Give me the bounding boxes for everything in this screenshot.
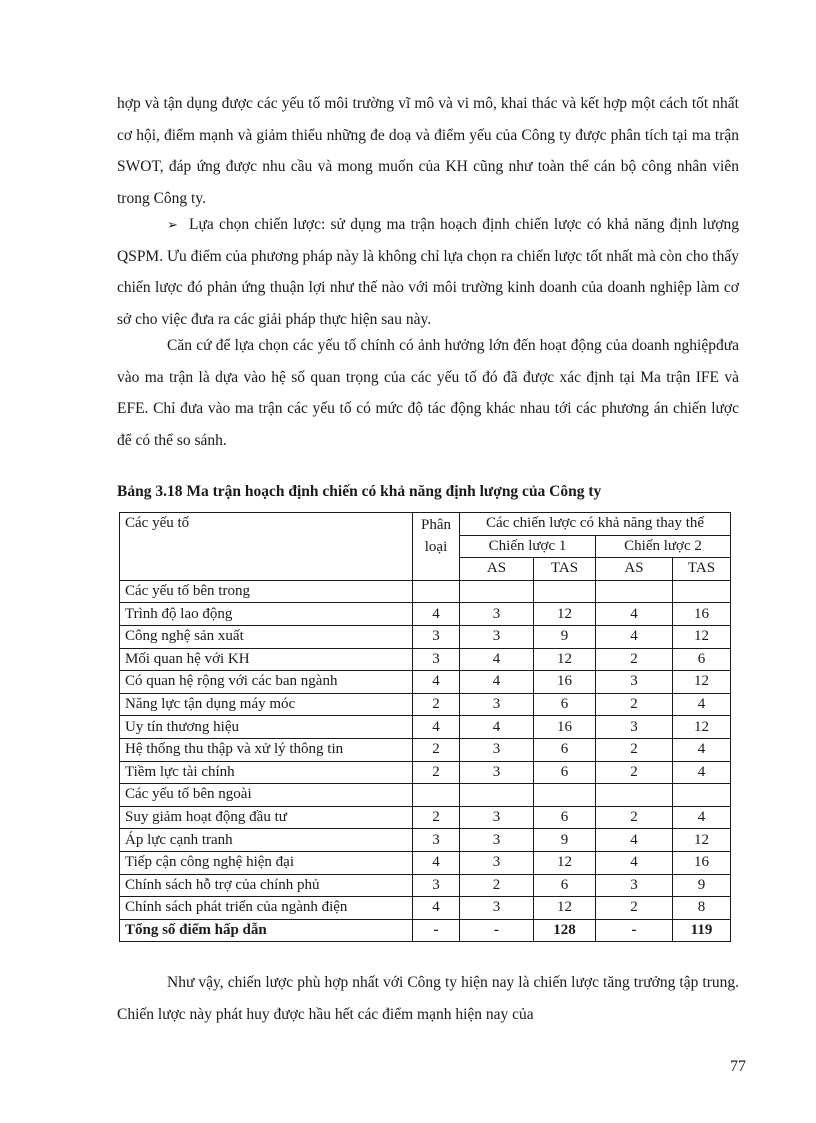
cell-as-strategy-2: 3 [596,716,673,739]
table-row [120,671,731,694]
table-row [120,716,731,739]
cell-as-strategy-1: 3 [460,806,534,829]
cell-tas-strategy-1: 16 [534,716,596,739]
header-strategy-1: Chiến lược 1 [460,535,596,558]
cell-tas-strategy-2: 119 [673,919,731,942]
cell-tas-strategy-2: 12 [673,625,731,648]
paragraph-basis-text: Căn cứ để lựa chọn các yếu tố chính có ảnh hưởng lớn đến hoạt động của doanh nghiệpđưa vào ma trận là dựa vào hệ số quan trọng của các yếu tố đó đã được xác định tại Ma trận IFE và EFE. Chỉ đưa vào ma trận các yếu tố có mức độ tác động khác nhau tới các phương án chiến lược để có thể so sánh. [117,337,739,449]
cell-tas-strategy-1: 128 [534,919,596,942]
cell-classification: 2 [413,693,460,716]
cell-factor-name: Trình độ lao động [120,603,413,626]
cell-as-strategy-2: 3 [596,671,673,694]
cell-factor-name: Áp lực cạnh tranh [120,829,413,852]
cell-as-strategy-2: 4 [596,603,673,626]
cell-tas-strategy-1: 6 [534,874,596,897]
qspm-table [119,512,731,942]
table-row [120,603,731,626]
cell-classification: 3 [413,648,460,671]
table-row [120,829,731,852]
cell-factor-name: Chính sách phát triển của ngành điện [120,897,413,920]
cell-classification: 2 [413,761,460,784]
cell-tas-strategy-2: 16 [673,851,731,874]
header-as-2: AS [596,558,673,581]
table-row [120,738,731,761]
table-row [120,625,731,648]
cell-as-strategy-2: 2 [596,806,673,829]
cell-as-strategy-2: 4 [596,829,673,852]
cell-as-strategy-1: 3 [460,738,534,761]
cell-tas-strategy-2: 4 [673,761,731,784]
cell-classification: 4 [413,716,460,739]
cell-tas-strategy-1: 12 [534,897,596,920]
cell-classification: 3 [413,874,460,897]
cell-tas-strategy-2: 4 [673,693,731,716]
cell-factor-name: Tổng số điểm hấp dẫn [120,919,413,942]
arrow-bullet-icon: ➢ [167,217,178,232]
cell-as-strategy-2: 2 [596,648,673,671]
cell-classification: 2 [413,806,460,829]
paragraph-strategy-selection [117,209,739,335]
cell-as-strategy-1: 3 [460,761,534,784]
cell-tas-strategy-1: 6 [534,693,596,716]
cell-classification: 4 [413,851,460,874]
header-alternatives: Các chiến lược có khả năng thay thế [460,513,731,536]
cell-tas-strategy-2: 12 [673,716,731,739]
cell-as-strategy-1: 2 [460,874,534,897]
cell-classification: 3 [413,829,460,852]
cell-tas-strategy-2: 9 [673,874,731,897]
cell-factor-name: Chính sách hỗ trợ của chính phủ [120,874,413,897]
cell-factor-name: Tiếp cận công nghệ hiện đại [120,851,413,874]
header-strategy-2: Chiến lược 2 [596,535,731,558]
cell-factor-name: Suy giảm hoạt động đầu tư [120,806,413,829]
paragraph-intro: hợp và tận dụng được các yếu tố môi trường vĩ mô và vi mô, khai thác và kết hợp một cách tốt nhất cơ hội, điểm mạnh và giảm thiểu những đe doạ và điểm yếu của Công ty được phân tích tại ma trận SWOT, đáp ứng được nhu cầu và mong muốn của KH cũng như toàn thể cán bộ công nhân viên trong Công ty. [117,95,739,207]
cell-factor-name: Hệ thống thu thập và xử lý thông tin [120,738,413,761]
table-row [120,897,731,920]
group-row-internal [120,580,731,603]
table-row [120,874,731,897]
cell-factor-name: Mối quan hệ với KH [120,648,413,671]
group-label-external: Các yếu tố bên ngoài [120,784,413,807]
table-row [120,648,731,671]
cell-classification: 4 [413,671,460,694]
header-tas-2: TAS [673,558,731,581]
paragraph-conclusion-text: Như vậy, chiến lược phù hợp nhất với Công ty hiện nay là chiến lược tăng trưởng tập trung. Chiến lược này phát huy được hầu hết các điểm mạnh hiện nay của [117,974,739,1023]
cell-tas-strategy-1: 9 [534,829,596,852]
group-label-internal: Các yếu tố bên trong [120,580,413,603]
table-header-row [120,513,731,536]
cell-factor-name: Tiềm lực tài chính [120,761,413,784]
cell-as-strategy-2: 2 [596,738,673,761]
cell-as-strategy-2: 2 [596,693,673,716]
total-row [120,919,731,942]
cell-tas-strategy-1: 12 [534,648,596,671]
cell-tas-strategy-2: 6 [673,648,731,671]
cell-as-strategy-1: 3 [460,897,534,920]
header-tas-1: TAS [534,558,596,581]
cell-factor-name: Năng lực tận dụng máy móc [120,693,413,716]
cell-tas-strategy-1: 6 [534,761,596,784]
cell-as-strategy-1: - [460,919,534,942]
cell-tas-strategy-2: 4 [673,806,731,829]
cell-as-strategy-2: 3 [596,874,673,897]
table-row [120,761,731,784]
cell-as-strategy-1: 3 [460,625,534,648]
cell-classification: - [413,919,460,942]
cell-as-strategy-2: 4 [596,625,673,648]
cell-as-strategy-2: 2 [596,761,673,784]
cell-classification: 2 [413,738,460,761]
cell-as-strategy-1: 3 [460,851,534,874]
cell-as-strategy-2: 2 [596,897,673,920]
cell-as-strategy-2: - [596,919,673,942]
cell-tas-strategy-1: 6 [534,806,596,829]
table-row [120,693,731,716]
cell-as-strategy-1: 3 [460,829,534,852]
paragraph-basis [117,330,739,456]
cell-as-strategy-1: 4 [460,716,534,739]
cell-tas-strategy-2: 4 [673,738,731,761]
cell-tas-strategy-1: 9 [534,625,596,648]
cell-as-strategy-1: 3 [460,693,534,716]
cell-tas-strategy-2: 8 [673,897,731,920]
table-row [120,851,731,874]
cell-tas-strategy-2: 12 [673,671,731,694]
cell-tas-strategy-1: 12 [534,851,596,874]
table-row [120,806,731,829]
page-number: 77 [730,1058,746,1075]
header-factors: Các yếu tố [120,513,413,581]
cell-classification: 3 [413,625,460,648]
cell-tas-strategy-1: 16 [534,671,596,694]
paragraph-conclusion [117,967,739,1030]
cell-factor-name: Công nghệ sản xuất [120,625,413,648]
cell-classification: 4 [413,603,460,626]
cell-tas-strategy-2: 12 [673,829,731,852]
cell-tas-strategy-2: 16 [673,603,731,626]
cell-as-strategy-1: 3 [460,603,534,626]
cell-tas-strategy-1: 12 [534,603,596,626]
header-as-1: AS [460,558,534,581]
cell-tas-strategy-1: 6 [534,738,596,761]
table-caption: Bảng 3.18 Ma trận hoạch định chiến có khả năng định lượng của Công ty [117,483,602,500]
header-classification: Phân loại [413,513,460,581]
cell-factor-name: Uy tín thương hiệu [120,716,413,739]
group-row-external [120,784,731,807]
cell-classification: 4 [413,897,460,920]
paragraph-strategy-selection-text: Lựa chọn chiến lược: sử dụng ma trận hoạch định chiến lược có khả năng định lượng QSPM. Ưu điểm của phương pháp này là không chỉ lựa chọn ra chiến lược tốt nhất mà còn cho thấy chiến lược đó phản ứng thuận lợi như thế nào với môi trường kinh doanh của doanh nghiệp làm cơ sở cho việc đưa ra các giải pháp thực hiện sau này. [117,216,739,328]
cell-factor-name: Có quan hệ rộng với các ban ngành [120,671,413,694]
cell-as-strategy-2: 4 [596,851,673,874]
cell-as-strategy-1: 4 [460,671,534,694]
cell-as-strategy-1: 4 [460,648,534,671]
